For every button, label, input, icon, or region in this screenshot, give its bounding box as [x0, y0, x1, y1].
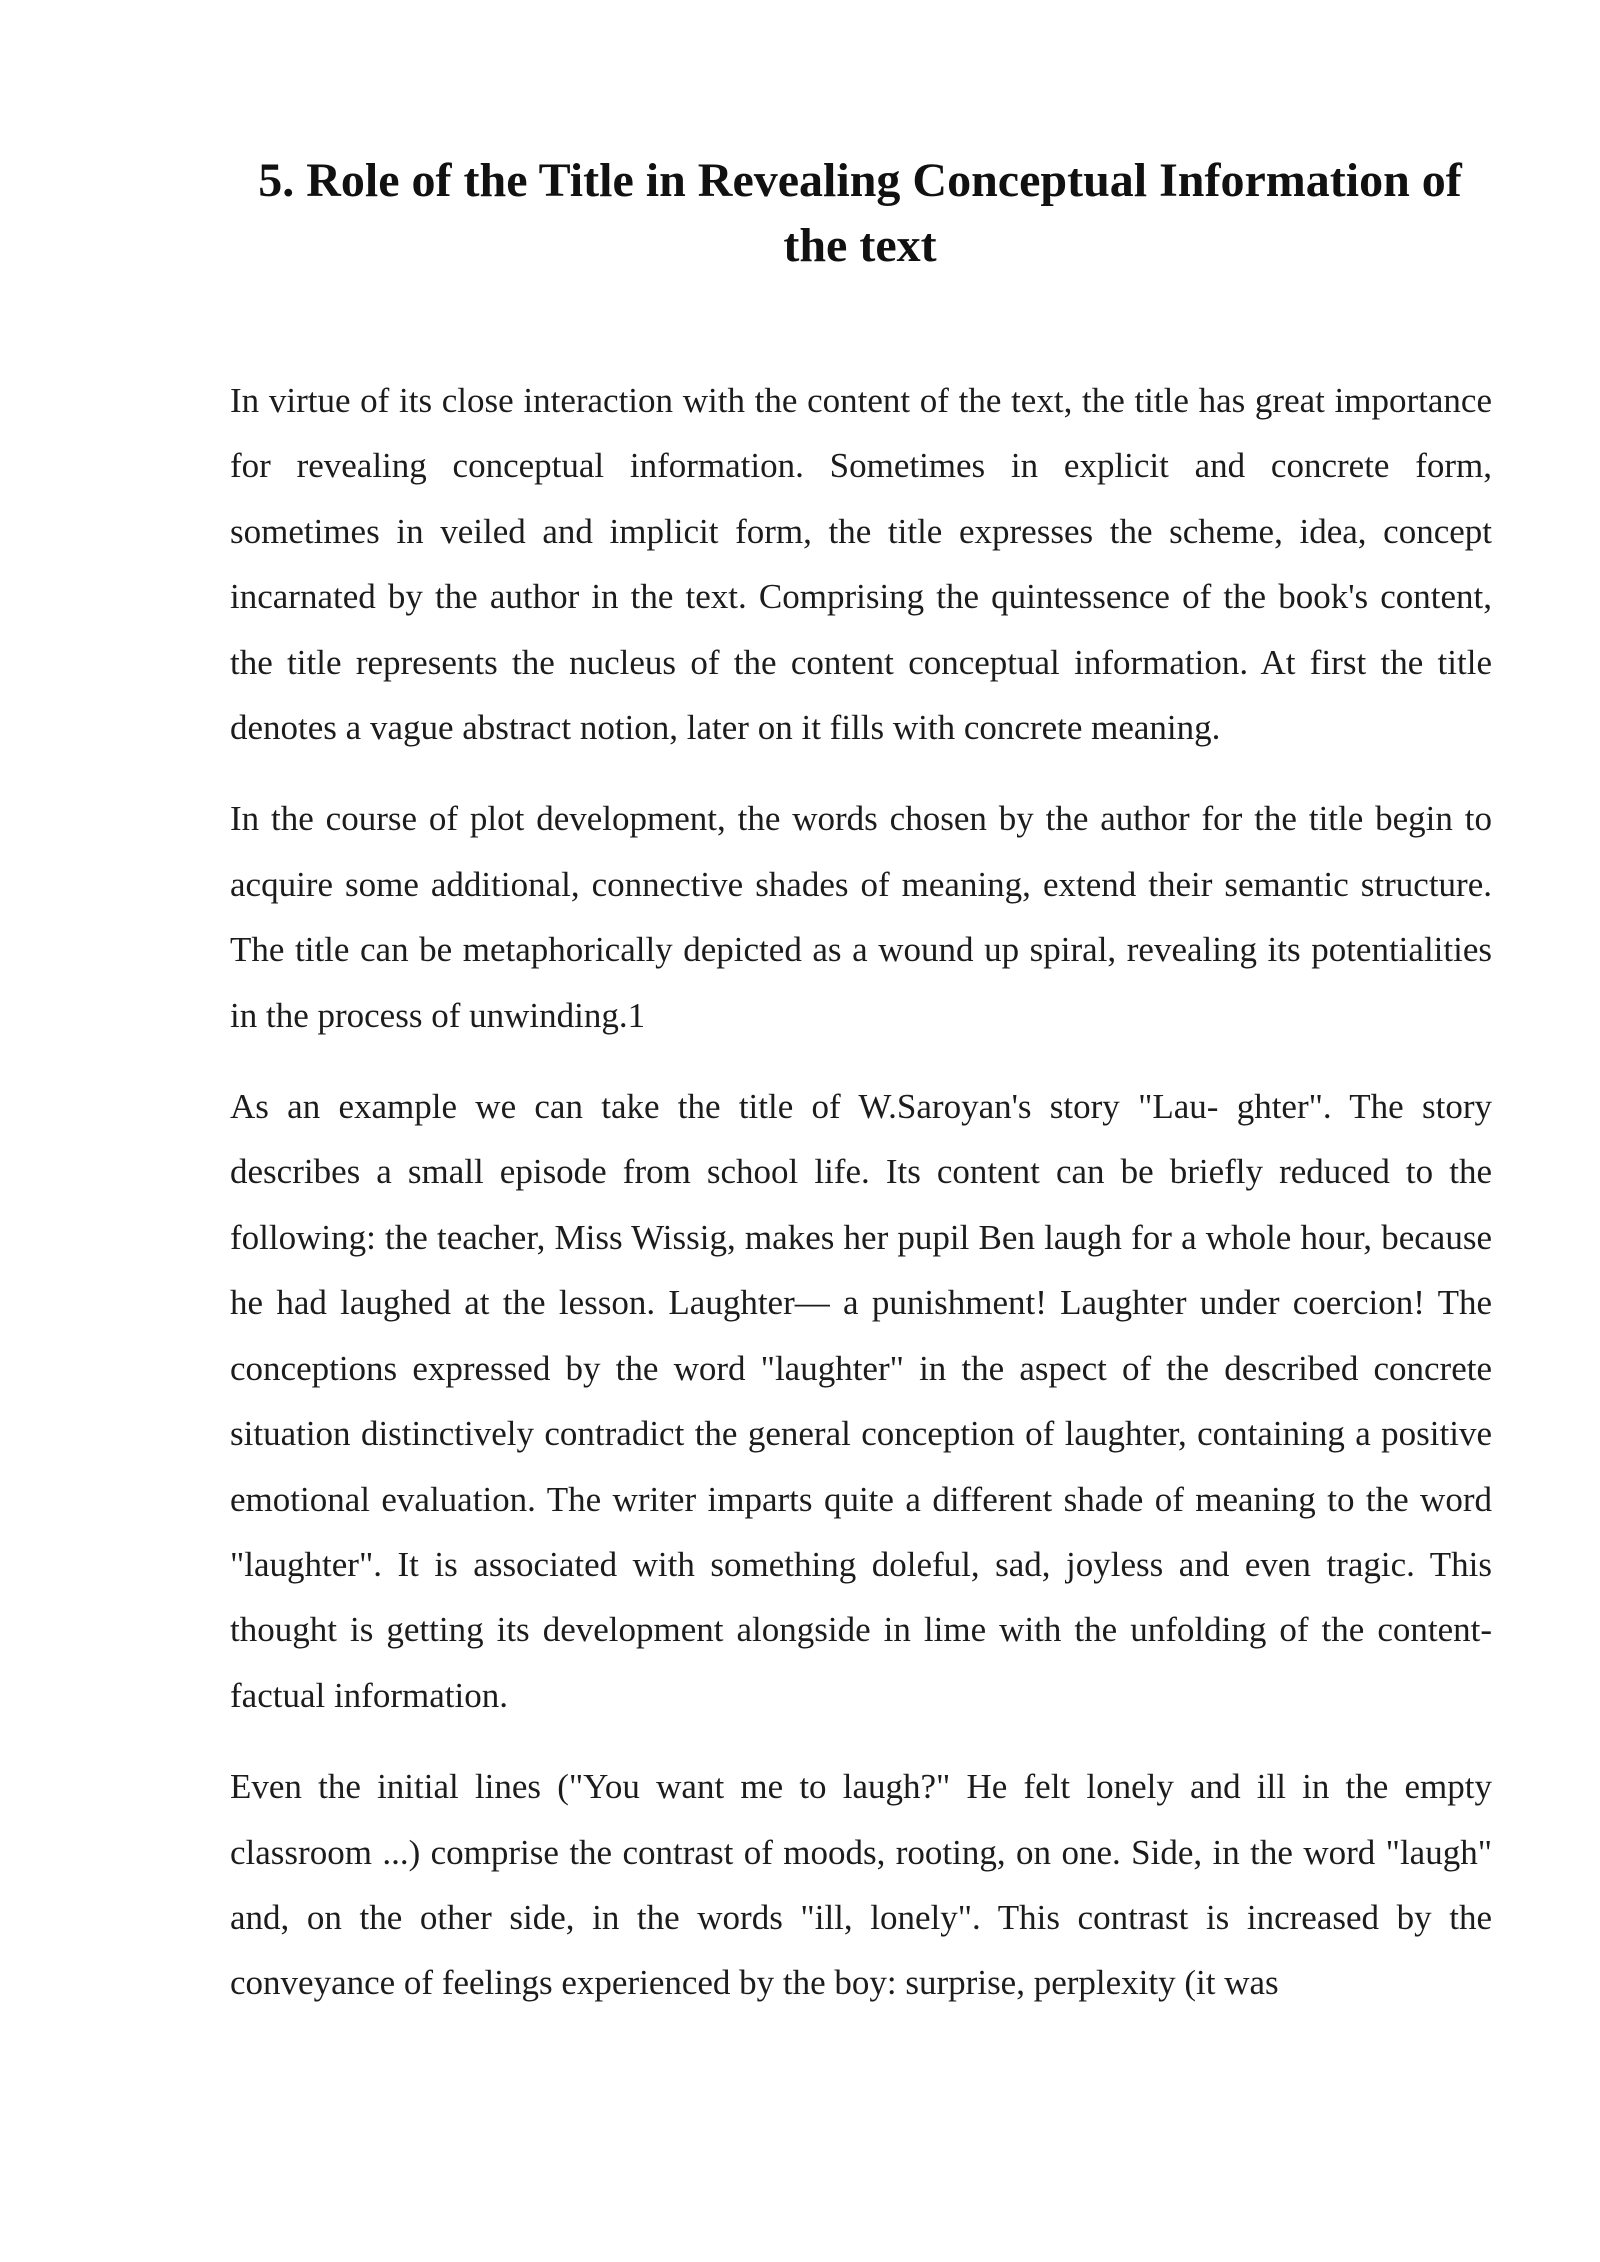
- paragraph: In the course of plot development, the words chosen by the author for the title begin to acquire some additional, connective shades of meaning, extend their semantic structure. The title can be metaphorically depicted as a wound up spiral, revealing its potentialities in the process of unwinding.1: [230, 799, 1492, 1035]
- paragraph: Even the initial lines ("You want me to laugh?" He felt lonely and ill in the empty classroom ...) comprise the contrast of moods, rooting, on one. Side, in the word "laugh" and, on the other side, in the words "ill, lonely". This contrast is increased by the conveyance of feelings experienced by the boy: surprise, perplexity (it was: [230, 1767, 1492, 2003]
- section-title: 5. Role of the Title in Revealing Conceptual Information of the text: [258, 154, 1462, 272]
- body-text: [230, 368, 1492, 2042]
- paragraph: In virtue of its close interaction with the content of the text, the title has great importance for revealing conceptual information. Sometimes in explicit and concrete form, sometimes in veiled and implicit form, the title expresses the scheme, idea, concept incarnated by the author in the text. Comprising the quintessence of the book's content, the title represents the nucleus of the content conceptual information. At first the title denotes a vague abstract notion, later on it fills with concrete meaning.: [230, 381, 1492, 748]
- paragraph: As an example we can take the title of W.Saroyan's story "Lau- ghter". The story describes a small episode from school life. Its content can be briefly reduced to the following: the teacher, Miss Wissig, makes her pupil Ben laugh for a whole hour, because he had laughed at the lesson. Laughter— a punishment! Laughter under coercion! The conceptions expressed by the word "laughter" in the aspect of the described concrete situation distinctively contradict the general conception of laughter, containing a positive emotional evaluation. The writer imparts quite a different shade of meaning to the word "laughter". It is associated with something doleful, sad, joyless and even tragic. This thought is getting its development alongside in lime with the unfolding of the content-factual information.: [230, 1087, 1492, 1715]
